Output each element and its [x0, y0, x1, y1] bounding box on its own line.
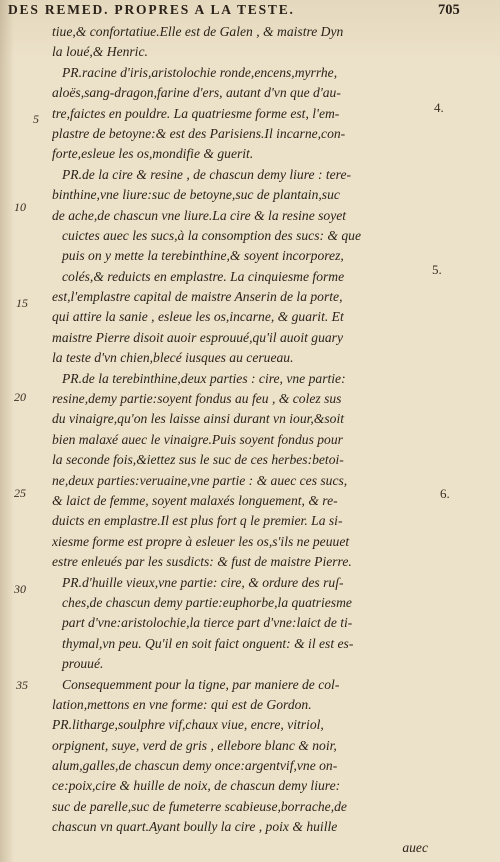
text-line: suc de parelle,suc de fumeterre scabieuse,borrache,de — [52, 798, 347, 814]
line-number: 5 — [33, 112, 39, 126]
text-line: ce:poix,cire & huille de noix, de chascun demy liure: — [52, 778, 341, 794]
line-number: 30 — [14, 582, 26, 596]
text-line: aloës,sang-dragon,farine d'ers, autant d'vn que d'au- — [52, 85, 341, 101]
text-line: tre,faictes en pouldre. La quatriesme forme est, l'em- — [52, 105, 340, 121]
text-line: PR.racine d'iris,aristolochie ronde,encens,myrrhe, — [62, 64, 338, 80]
text-line: PR.de la terebinthine,deux parties : cire, vne partie: — [62, 370, 346, 386]
text-line: prouué. — [62, 656, 104, 672]
text-line: colés,& reduicts en emplastre. La cinquiesme forme — [62, 268, 345, 284]
text-line: lation,mettons en vne forme: qui est de Gordon. — [52, 696, 312, 712]
text-line: PR.d'huille vieux,vne partie: cire, & ordure des ruſ- — [62, 574, 344, 590]
line-number: 25 — [14, 486, 26, 500]
text-line: tiue,& confortatiue.Elle est de Galen , & maistre Dyn — [52, 24, 344, 39]
text-line: thymal,vn peu. Qu'il en soit faict onguent: & il est es- — [62, 635, 354, 651]
running-title: DES REMED. PROPRES A LA TESTE. — [8, 2, 295, 17]
margin-note: 5. — [432, 262, 442, 277]
text-line: alum,galles,de chascun demy once:argentvif,vne on- — [52, 758, 338, 774]
text-line: PR.de la cire & resine , de chascun demy liure : tere- — [62, 166, 352, 182]
text-line: cuictes auec les sucs,à la consomption des sucs: & que — [62, 227, 362, 243]
text-line: de ache,de chascun vne liure.La cire & la resine soyet — [52, 207, 347, 223]
text-line: binthine,vne liure:suc de betoyne,suc de plantain,suc — [52, 187, 340, 203]
text-line: du vinaigre,qu'on les laisse ainsi durant vn iour,&soit — [52, 411, 345, 427]
text-line: ne,deux parties:veruaine,vne partie : & auec ces sucs, — [52, 472, 348, 488]
text-line: part d'vne:aristolochie,la tierce part d'vne:laict de ti- — [62, 615, 353, 631]
page-header — [0, 2, 500, 20]
text-line: estre enleués par les susdicts: & fust de maistre Pierre. — [52, 554, 352, 570]
margin-note: 6. — [440, 486, 450, 501]
line-number: 10 — [14, 200, 26, 214]
text-line: & laict de femme, soyent malaxés longuement, & re- — [52, 492, 338, 508]
text-line: xiesme forme est propre à esleuer les os,s'ils ne peuuet — [52, 533, 350, 549]
text-line: plastre de betoyne:& est des Parisiens.Il incarne,con- — [52, 125, 346, 141]
text-line: PR.litharge,soulphre vif,chaux viue, encre, vitriol, — [52, 717, 324, 733]
text-line: orpignent, suye, verd de gris , ellebore blanc & noir, — [52, 737, 337, 753]
text-line: resine,demy partie:soyent fondus au feu , & colez sus — [52, 391, 342, 407]
text-line: Consequemment pour la tigne, par maniere de col- — [62, 676, 340, 692]
text-line: qui attire la sanie , esleue les os,incarne, & guarit. Et — [52, 309, 344, 325]
text-line: puis on y mette la terebinthine,& soyent incorporez, — [62, 248, 344, 264]
text-line: la loué,& Henric. — [52, 44, 148, 60]
line-number: 15 — [16, 296, 28, 310]
line-number: 35 — [16, 678, 28, 692]
text-line: ches,de chascun demy partie:euphorbe,la quatriesme — [62, 594, 352, 610]
line-number: 20 — [14, 390, 26, 404]
text-line: bien malaxé auec le vinaigre.Puis soyent fondus pour — [52, 431, 343, 447]
text-line: duicts en emplastre.Il est plus fort q le premier. La si- — [52, 513, 343, 529]
margin-note: 4. — [434, 100, 444, 115]
text-line: la seconde fois,&iettez sus le suc de ces herbes:betoi- — [52, 452, 344, 468]
text-line: maistre Pierre disoit auoir esprouué,qu'il auoit guary — [52, 329, 344, 345]
text-line: chascun vn quart.Ayant boully la cire , poix & huille — [52, 819, 338, 835]
text-line: la teste d'vn chien,blecé iusques au cerueau. — [52, 350, 294, 366]
body-text — [52, 22, 428, 858]
text-line: est,l'emplastre capital de maistre Anserin de la porte, — [52, 289, 343, 305]
catchword: auec — [402, 839, 428, 855]
text-line: forte,esleue les os,mondifie & guerit. — [52, 146, 254, 162]
page-number: 705 — [438, 2, 460, 18]
